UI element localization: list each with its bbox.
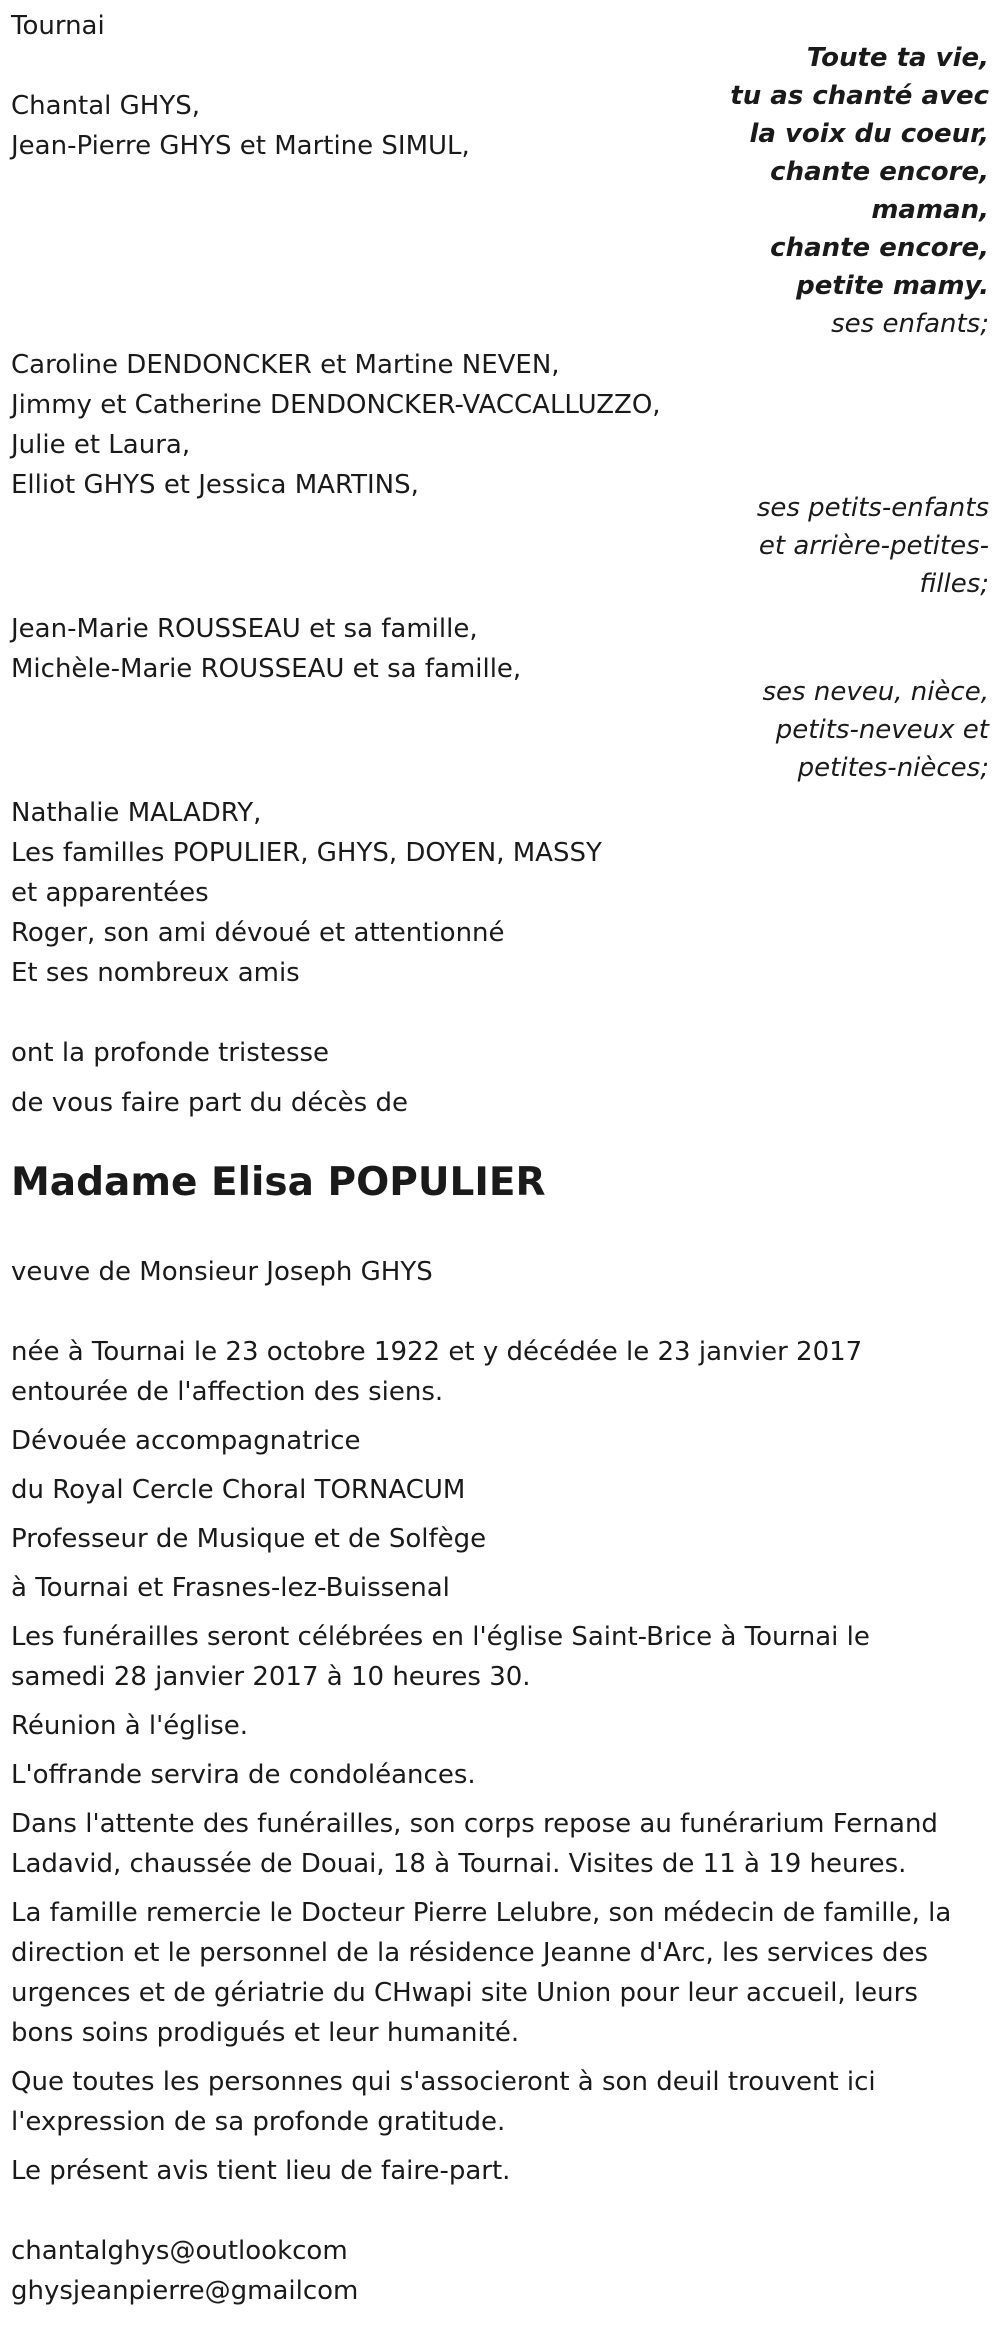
funeral-info: samedi 28 janvier 2017 à 10 heures 30. bbox=[11, 1662, 531, 1692]
nephews-label: ses neveu, nièce, bbox=[762, 677, 989, 707]
email-address[interactable]: ghysjeanpierre@gmailcom bbox=[11, 2276, 359, 2306]
grandchildren-label: et arrière-petites- bbox=[758, 531, 989, 561]
grandchild-name: Caroline DENDONCKER et Martine NEVEN, bbox=[11, 350, 560, 380]
resting-info: Dans l'attente des funérailles, son corps repose au funérarium Fernand bbox=[11, 1809, 938, 1839]
other-mourner: Et ses nombreux amis bbox=[11, 958, 300, 988]
poem-line: tu as chanté avec bbox=[730, 81, 989, 111]
nephew-name: Jean-Marie ROUSSEAU et sa famille, bbox=[11, 614, 478, 644]
resting-info: Ladavid, chaussée de Douai, 18 à Tournai. Visites de 11 à 19 heures. bbox=[11, 1849, 907, 1879]
gratitude-text: Que toutes les personnes qui s'associeront à son deuil trouvent ici bbox=[11, 2067, 876, 2097]
notice-text: Le présent avis tient lieu de faire-part. bbox=[11, 2156, 511, 2186]
thanks-text: urgences et de gériatrie du CHwapi site Union pour leur accueil, leurs bbox=[11, 1978, 918, 2008]
thanks-text: La famille remercie le Docteur Pierre Lelubre, son médecin de famille, la bbox=[11, 1898, 952, 1928]
thanks-text: direction et le personnel de la résidence Jeanne d'Arc, les services des bbox=[11, 1938, 929, 1968]
nephews-label: petits-neveux et bbox=[775, 715, 989, 745]
grandchild-name: Elliot GHYS et Jessica MARTINS, bbox=[11, 470, 419, 500]
poem-line: maman, bbox=[871, 195, 989, 225]
poem-line: chante encore, bbox=[770, 157, 989, 187]
gratitude-text: l'expression de sa profonde gratitude. bbox=[11, 2107, 506, 2137]
thanks-text: bons soins prodigués et leur humanité. bbox=[11, 2018, 520, 2048]
funeral-info: Les funérailles seront célébrées en l'église Saint-Brice à Tournai le bbox=[11, 1622, 870, 1652]
other-mourner: Roger, son ami dévoué et attentionné bbox=[11, 918, 505, 948]
other-mourner: et apparentées bbox=[11, 878, 209, 908]
role-line: Professeur de Musique et de Solfège bbox=[11, 1524, 487, 1554]
role-line: à Tournai et Frasnes-lez-Buissenal bbox=[11, 1573, 450, 1603]
children-label: ses enfants; bbox=[831, 309, 989, 339]
poem-line: la voix du coeur, bbox=[749, 119, 989, 149]
birth-death: entourée de l'affection des siens. bbox=[11, 1377, 444, 1407]
email-address[interactable]: chantalghys@outlookcom bbox=[11, 2236, 348, 2266]
poem-line: petite mamy. bbox=[796, 271, 989, 301]
poem-line: Toute ta vie, bbox=[806, 43, 989, 73]
offering-info: L'offrande servira de condoléances. bbox=[11, 1760, 476, 1790]
role-line: du Royal Cercle Choral TORNACUM bbox=[11, 1475, 466, 1505]
nephews-label: petites-nièces; bbox=[797, 753, 989, 783]
announcement: ont la profonde tristesse bbox=[11, 1038, 330, 1068]
child-name: Chantal GHYS, bbox=[11, 91, 201, 121]
nephew-name: Michèle-Marie ROUSSEAU et sa famille, bbox=[11, 654, 522, 684]
role-line: Dévouée accompagnatrice bbox=[11, 1426, 361, 1456]
grandchild-name: Jimmy et Catherine DENDONCKER-VACCALLUZZO, bbox=[11, 390, 661, 420]
meeting-info: Réunion à l'église. bbox=[11, 1711, 249, 1741]
grandchildren-label: filles; bbox=[919, 569, 989, 599]
city: Tournai bbox=[11, 11, 105, 41]
child-name: Jean-Pierre GHYS et Martine SIMUL, bbox=[11, 131, 470, 161]
other-mourner: Les familles POPULIER, GHYS, DOYEN, MASSY bbox=[11, 838, 602, 868]
birth-death: née à Tournai le 23 octobre 1922 et y décédée le 23 janvier 2017 bbox=[11, 1337, 863, 1367]
poem-line: chante encore, bbox=[770, 233, 989, 263]
widow-of: veuve de Monsieur Joseph GHYS bbox=[11, 1257, 433, 1287]
grandchild-name: Julie et Laura, bbox=[11, 430, 191, 460]
grandchildren-label: ses petits-enfants bbox=[756, 493, 989, 523]
announcement: de vous faire part du décès de bbox=[11, 1088, 408, 1118]
deceased-name: Madame Elisa POPULIER bbox=[11, 1160, 546, 1205]
other-mourner: Nathalie MALADRY, bbox=[11, 798, 262, 828]
